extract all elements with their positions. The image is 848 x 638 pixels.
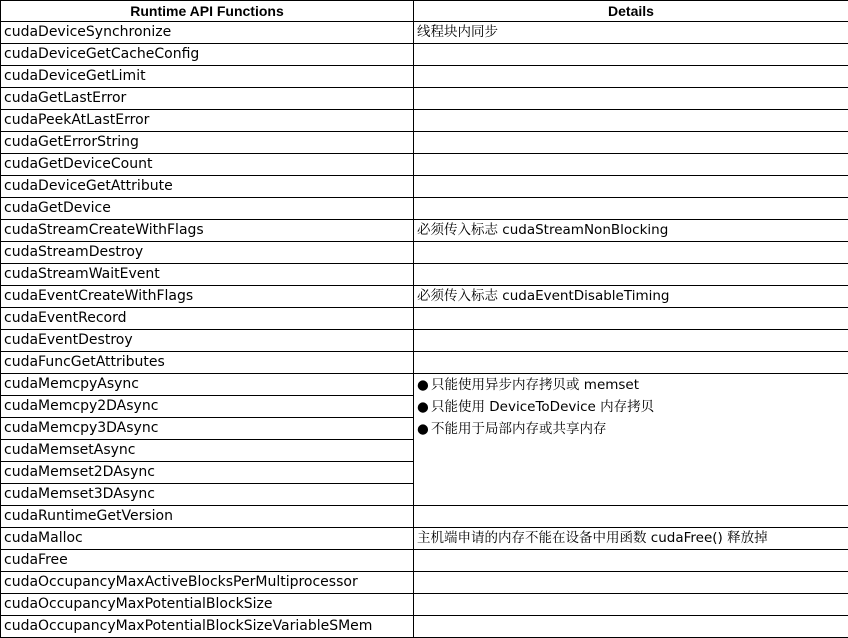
detail-note-text: 只能使用异步内存拷贝或 memset [431,377,640,393]
detail-cell [414,352,848,374]
table-row [1,220,848,242]
detail-cell [414,176,848,198]
function-cell: cudaFuncGetAttributes [1,352,414,374]
function-cell: cudaEventCreateWithFlags [1,286,414,308]
table-row [1,66,848,88]
function-cell: cudaGetDeviceCount [1,154,414,176]
function-cell: cudaMemcpyAsync [1,374,414,396]
table-row [1,176,848,198]
function-cell: cudaDeviceSynchronize [1,22,414,44]
function-cell: cudaGetErrorString [1,132,414,154]
function-cell: cudaOccupancyMaxPotentialBlockSize [1,594,414,616]
table-row [1,132,848,154]
detail-cell [414,264,848,286]
table-row [1,572,848,594]
function-cell: cudaFree [1,550,414,572]
table-row [1,286,848,308]
detail-cell [414,594,848,616]
function-cell: cudaMemcpy2DAsync [1,396,414,418]
detail-note [417,396,845,418]
detail-cell [414,66,848,88]
function-cell: cudaEventRecord [1,308,414,330]
details-column-header: Details [414,1,848,22]
function-cell: cudaEventDestroy [1,330,414,352]
table-row [1,88,848,110]
function-cell: cudaDeviceGetAttribute [1,176,414,198]
function-cell: cudaPeekAtLastError [1,110,414,132]
detail-cell [414,506,848,528]
detail-note-text: 只能使用 DeviceToDevice 内存拷贝 [431,399,655,415]
bullet-icon: ● [417,399,429,415]
function-cell: cudaOccupancyMaxPotentialBlockSizeVariableSMem [1,616,414,638]
detail-note-text: 不能用于局部内存或共享内存 [431,421,607,437]
function-cell: cudaOccupancyMaxActiveBlocksPerMultiprocessor [1,572,414,594]
table-row [1,154,848,176]
detail-cell [414,154,848,176]
detail-note [417,374,845,396]
table-row [1,330,848,352]
table-row [1,594,848,616]
table-row [1,352,848,374]
function-cell: cudaGetLastError [1,88,414,110]
detail-cell: 必须传入标志 cudaStreamNonBlocking [414,220,848,242]
function-cell: cudaMemset2DAsync [1,462,414,484]
function-cell: cudaMemcpy3DAsync [1,418,414,440]
function-cell: cudaStreamDestroy [1,242,414,264]
detail-cell [414,550,848,572]
function-cell: cudaMalloc [1,528,414,550]
detail-cell: 线程块内同步 [414,22,848,44]
detail-cell [414,330,848,352]
detail-cell [414,572,848,594]
detail-cell [414,198,848,220]
header-row [1,1,848,22]
function-cell: cudaMemsetAsync [1,440,414,462]
function-cell: cudaRuntimeGetVersion [1,506,414,528]
detail-cell [414,110,848,132]
table-row [1,550,848,572]
detail-cell: 必须传入标志 cudaEventDisableTiming [414,286,848,308]
table-row [1,22,848,44]
memcpy-detail-cell [414,374,848,506]
table-row [1,506,848,528]
bullet-icon: ● [417,421,429,437]
function-cell: cudaMemset3DAsync [1,484,414,506]
function-cell: cudaDeviceGetLimit [1,66,414,88]
detail-cell [414,44,848,66]
functions-column-header: Runtime API Functions [1,1,414,22]
function-cell: cudaStreamCreateWithFlags [1,220,414,242]
table-row [1,242,848,264]
function-cell: cudaGetDevice [1,198,414,220]
detail-cell [414,242,848,264]
table-row [1,198,848,220]
table-row [1,44,848,66]
detail-cell [414,308,848,330]
table-row [1,616,848,638]
function-cell: cudaDeviceGetCacheConfig [1,44,414,66]
function-cell: cudaStreamWaitEvent [1,264,414,286]
table-row [1,308,848,330]
detail-cell [414,132,848,154]
detail-cell [414,88,848,110]
table-row [1,264,848,286]
detail-note [417,418,845,440]
table-row [1,528,848,550]
detail-cell [414,616,848,638]
detail-cell: 主机端申请的内存不能在设备中用函数 cudaFree() 释放掉 [414,528,848,550]
table-row [1,374,848,396]
table-row [1,110,848,132]
bullet-icon: ● [417,377,429,393]
